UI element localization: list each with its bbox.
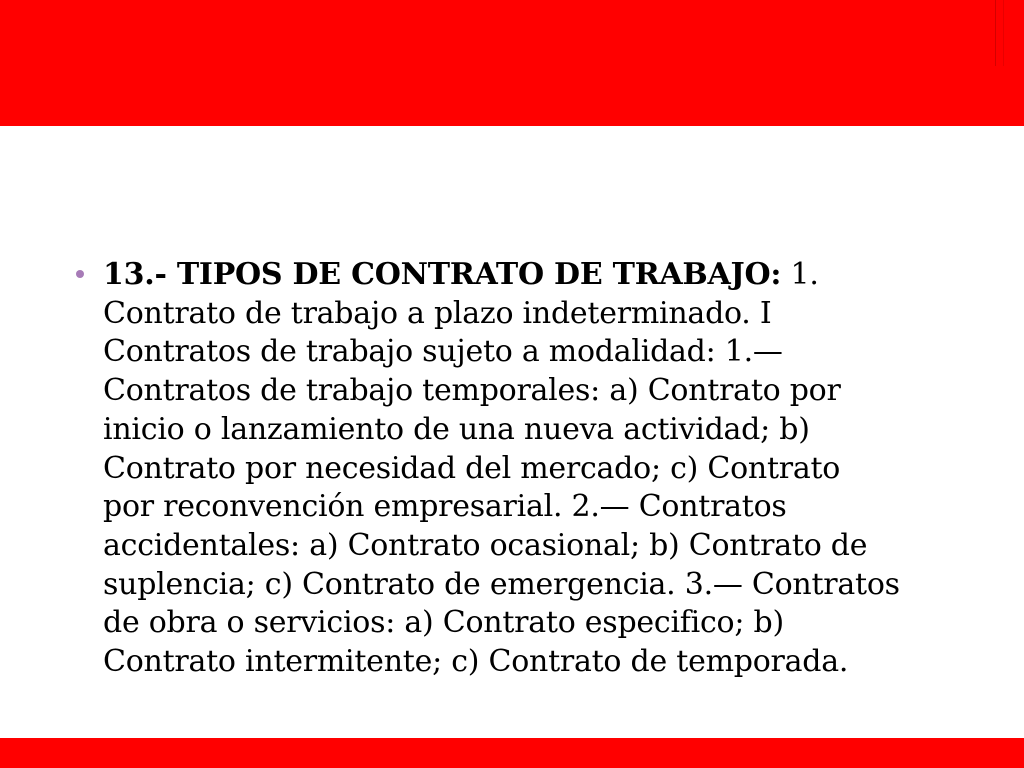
bullet-item	[74, 256, 974, 682]
bullet-dot-icon	[76, 270, 84, 278]
band-edge-line	[1003, 0, 1004, 66]
slide-body	[74, 256, 974, 682]
bullet-line: por reconvención empresarial. 2.— Contratos	[103, 489, 787, 525]
band-edge-line	[995, 0, 996, 66]
bullet-line: Contrato intermitente; c) Contrato de temporada.	[103, 644, 849, 680]
bullet-text: 1.	[781, 257, 819, 292]
top-red-band	[0, 0, 1024, 126]
bullet-line: accidentales: a) Contrato ocasional; b) Contrato de	[103, 527, 868, 563]
bullet-line: Contrato de trabajo a plazo indeterminado. I	[103, 295, 772, 331]
bullet-line-1	[103, 256, 974, 295]
bullet-line: suplencia; c) Contrato de emergencia. 3.— Contratos	[103, 566, 900, 602]
bullet-line: inicio o lanzamiento de una nueva actividad; b)	[103, 411, 810, 447]
bullet-line: Contrato por necesidad del mercado; c) Contrato	[103, 450, 841, 486]
bottom-red-band	[0, 738, 1024, 768]
bullet-heading: 13.- TIPOS DE CONTRATO DE TRABAJO:	[103, 257, 782, 292]
bullet-line: Contratos de trabajo sujeto a modalidad: 1.—	[103, 334, 783, 370]
bullet-line: Contratos de trabajo temporales: a) Contrato por	[103, 373, 841, 409]
bullet-line: de obra o servicios: a) Contrato especifico; b)	[103, 605, 784, 641]
